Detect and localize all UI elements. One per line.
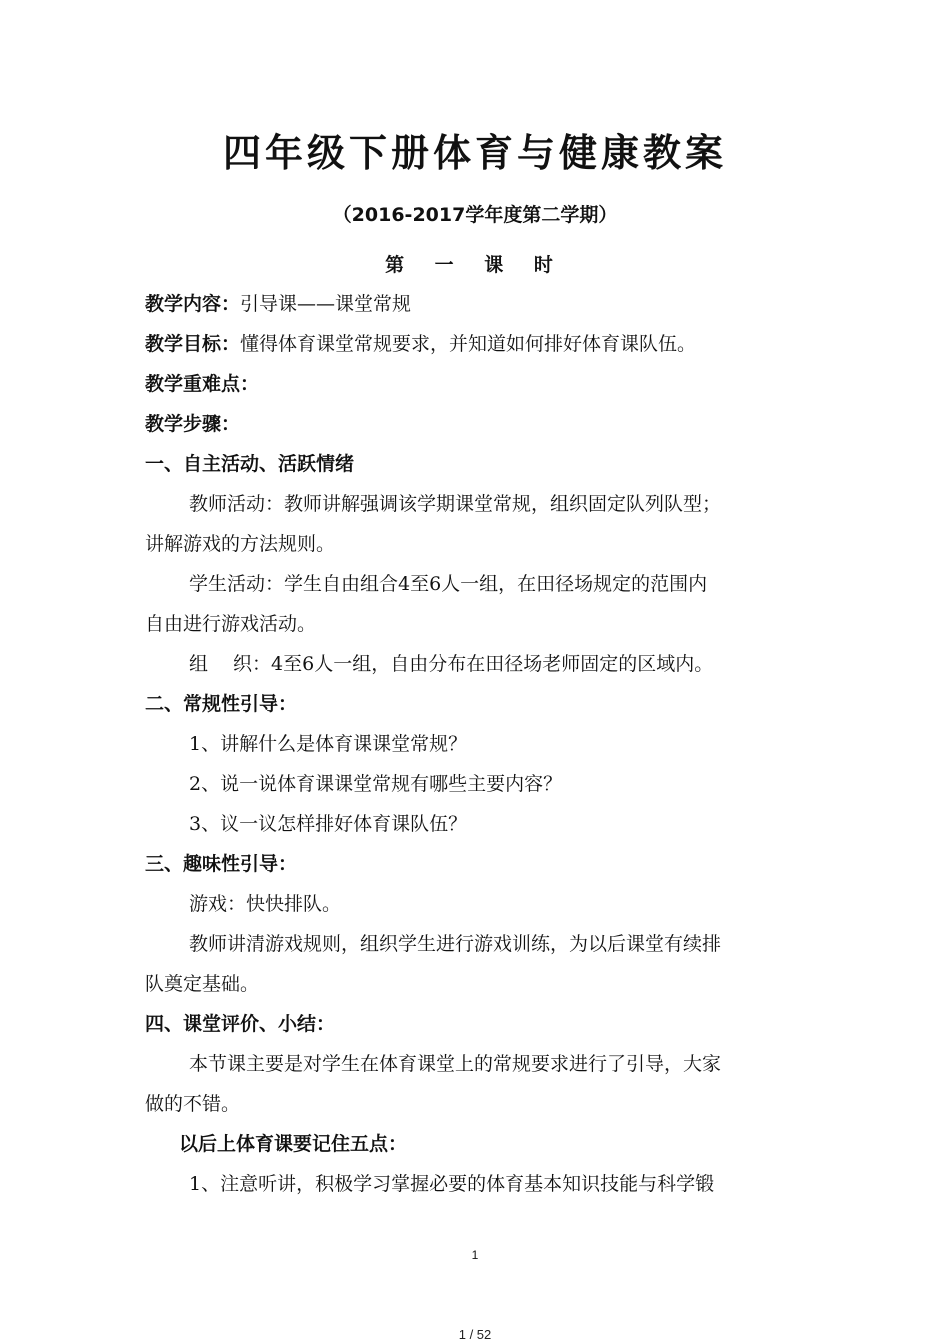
key-points-label: 教学重难点： [145,373,260,395]
step3-heading: 三、趣味性引导： [145,853,298,875]
page-count-indicator: 1 / 52 [458,1327,492,1342]
document-subtitle: （2016-2017学年度第二学期） [332,204,618,226]
step2-item: 2、说一说体育课课堂常规有哪些主要内容？ [189,773,563,795]
step3-line1: 教师讲清游戏规则，组织学生进行游戏训练，为以后课堂有续排 [189,933,722,955]
objective-value: 懂得体育课堂常规要求，并知道如何排好体育课队伍。 [240,333,697,355]
step2-heading: 二、常规性引导： [145,693,298,715]
objective-label: 教学目标： [145,333,241,355]
remember-heading: 以后上体育课要记住五点： [179,1133,408,1155]
document-title: 四年级下册体育与健康教案 [222,131,727,175]
step4-line2: 做的不错。 [145,1093,241,1115]
document-body [145,284,810,1204]
lesson-heading: 第 一 课 时 [385,254,565,276]
step1-student-line1: 学生活动：学生自由组合4至6人一组，在田径场规定的范围内 [189,573,708,595]
step1-student-line2: 自由进行游戏活动。 [145,613,317,635]
content-label: 教学内容： [145,293,241,315]
step1-teacher-line1: 教师活动：教师讲解强调该学期课堂常规，组织固定队列队型； [189,493,722,515]
step2-item: 3、议一议怎样排好体育课队伍？ [189,813,468,835]
content-row [145,284,810,324]
step4-line1: 本节课主要是对学生在体育课堂上的常规要求进行了引导，大家 [189,1053,722,1075]
steps-label: 教学步骤： [145,413,241,435]
remember-point1: 1、注意听讲，积极学习掌握必要的体育基本知识技能与科学锻 [189,1173,715,1195]
step3-line2: 队奠定基础。 [145,973,260,995]
step4-heading: 四、课堂评价、小结： [145,1013,336,1035]
step2-item: 1、讲解什么是体育课课堂常规？ [189,733,468,755]
page-number: 1 [471,1248,479,1262]
objective-row [145,324,810,364]
step1-teacher-line2: 讲解游戏的方法规则。 [145,533,336,555]
step1-heading: 一、自主活动、活跃情绪 [145,453,355,475]
step1-org-line: 组 织：4至6人一组，自由分布在田径场老师固定的区域内。 [189,653,714,675]
step3-game: 游戏：快快排队。 [189,893,342,915]
content-value: 引导课——课堂常规 [240,293,412,315]
